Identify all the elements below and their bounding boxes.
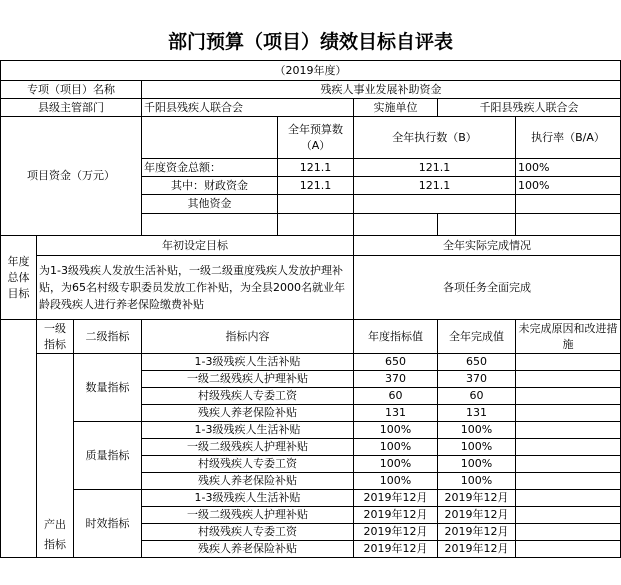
indicator-reason — [516, 422, 621, 439]
indicator-actual: 100% — [438, 439, 516, 456]
project-name-label: 专项（项目）名称 — [1, 81, 142, 99]
impl-unit-value: 千阳县残疾人联合会 — [438, 99, 621, 117]
indicator-row — [1, 354, 621, 371]
indicator-header-reason: 未完成原因和改进措施 — [516, 320, 621, 354]
indicator-target: 100% — [354, 422, 438, 439]
indicator-header-actual: 全年完成值 — [438, 320, 516, 354]
indicator-reason — [516, 354, 621, 371]
indicator-reason — [516, 473, 621, 490]
goal-set-header: 年初设定目标 — [37, 236, 354, 256]
indicator-left-spacer — [1, 320, 37, 558]
indicator-actual: 2019年12月 — [438, 524, 516, 541]
indicator-target: 100% — [354, 456, 438, 473]
indicator-reason — [516, 456, 621, 473]
indicator-target: 100% — [354, 473, 438, 490]
funds-label: 项目资金（万元） — [1, 117, 142, 236]
funds-row-budget: 121.1 — [278, 177, 354, 195]
indicator-reason — [516, 439, 621, 456]
indicator-content: 一级二级残疾人护理补贴 — [142, 439, 354, 456]
funds-spacer-cell — [516, 214, 621, 236]
funds-header-budget: 全年预算数（A） — [278, 117, 354, 159]
level2-timeliness: 时效指标 — [74, 490, 142, 558]
indicator-reason — [516, 405, 621, 422]
indicator-reason — [516, 541, 621, 558]
indicator-actual: 131 — [438, 405, 516, 422]
indicator-row — [1, 490, 621, 507]
funds-row-executed: 121.1 — [354, 159, 516, 177]
goal-set-text: 为1-3级残疾人发放生活补贴，一级二级重度残疾人发放护理补贴，为65名村级专职委员发放工作补贴，为全县2000名就业年龄段残疾人进行养老保险缴费补贴 — [37, 256, 354, 320]
funds-row-executed — [354, 195, 516, 214]
indicator-reason — [516, 388, 621, 405]
indicator-content: 一级二级残疾人护理补贴 — [142, 371, 354, 388]
funds-row-name: 年度资金总额： — [142, 159, 278, 177]
funds-spacer-cell — [142, 214, 278, 236]
indicator-header-level1: 一级指标 — [37, 320, 74, 354]
level2-quality: 质量指标 — [74, 422, 142, 490]
level2-quantity: 数量指标 — [74, 354, 142, 422]
indicator-content: 村级残疾人专委工资 — [142, 456, 354, 473]
level1-output: 产出指标 — [37, 354, 74, 558]
form-title: 部门预算（项目）绩效目标自评表 — [167, 31, 453, 53]
goal-actual-header: 全年实际完成情况 — [354, 236, 621, 256]
indicator-actual: 650 — [438, 354, 516, 371]
indicator-target: 2019年12月 — [354, 524, 438, 541]
indicator-target: 60 — [354, 388, 438, 405]
indicator-reason — [516, 371, 621, 388]
indicator-content: 村级残疾人专委工资 — [142, 388, 354, 405]
indicator-content: 残疾人养老保险补贴 — [142, 473, 354, 490]
funds-header-executed: 全年执行数（B） — [354, 117, 516, 159]
year-label: （2019年度） — [1, 61, 621, 81]
indicator-actual: 2019年12月 — [438, 541, 516, 558]
dept-value: 千阳县残疾人联合会 — [142, 99, 354, 117]
funds-header-blank — [142, 117, 278, 159]
indicator-actual: 2019年12月 — [438, 507, 516, 524]
indicator-content: 残疾人养老保险补贴 — [142, 541, 354, 558]
indicator-actual: 100% — [438, 422, 516, 439]
funds-spacer-cell — [278, 214, 354, 236]
funds-row-rate — [516, 195, 621, 214]
indicator-reason — [516, 524, 621, 541]
indicator-target: 2019年12月 — [354, 541, 438, 558]
funds-row-executed: 121.1 — [354, 177, 516, 195]
indicator-target: 100% — [354, 439, 438, 456]
funds-row-rate: 100% — [516, 159, 621, 177]
funds-spacer-cell — [354, 214, 438, 236]
impl-unit-label: 实施单位 — [354, 99, 438, 117]
indicator-target: 650 — [354, 354, 438, 371]
indicator-header-content: 指标内容 — [142, 320, 354, 354]
dept-label: 县级主管部门 — [1, 99, 142, 117]
indicator-actual: 2019年12月 — [438, 490, 516, 507]
indicator-target: 2019年12月 — [354, 490, 438, 507]
indicator-content: 1-3级残疾人生活补贴 — [142, 422, 354, 439]
indicator-target: 370 — [354, 371, 438, 388]
goal-actual-text: 各项任务全面完成 — [354, 256, 621, 320]
indicator-actual: 60 — [438, 388, 516, 405]
indicator-actual: 100% — [438, 473, 516, 490]
indicator-target: 2019年12月 — [354, 507, 438, 524]
funds-row-budget — [278, 195, 354, 214]
indicator-row — [1, 422, 621, 439]
indicator-content: 残疾人养老保险补贴 — [142, 405, 354, 422]
funds-row-budget: 121.1 — [278, 159, 354, 177]
indicator-reason — [516, 490, 621, 507]
evaluation-table — [0, 60, 621, 558]
indicator-actual: 100% — [438, 456, 516, 473]
funds-row-name: 其他资金 — [142, 195, 278, 214]
indicator-content: 一级二级残疾人护理补贴 — [142, 507, 354, 524]
annual-goal-label: 年度总体目标 — [1, 236, 37, 320]
funds-row-rate: 100% — [516, 177, 621, 195]
indicator-content: 村级残疾人专委工资 — [142, 524, 354, 541]
funds-row-name: 其中：财政资金 — [142, 177, 278, 195]
funds-header-rate: 执行率（B/A） — [516, 117, 621, 159]
indicator-reason — [516, 507, 621, 524]
indicator-content: 1-3级残疾人生活补贴 — [142, 354, 354, 371]
indicator-actual: 370 — [438, 371, 516, 388]
indicator-header-target: 年度指标值 — [354, 320, 438, 354]
indicator-target: 131 — [354, 405, 438, 422]
indicator-header-level2: 二级指标 — [74, 320, 142, 354]
indicator-content: 1-3级残疾人生活补贴 — [142, 490, 354, 507]
funds-spacer-cell — [438, 214, 516, 236]
project-name-value: 残疾人事业发展补助资金 — [142, 81, 621, 99]
